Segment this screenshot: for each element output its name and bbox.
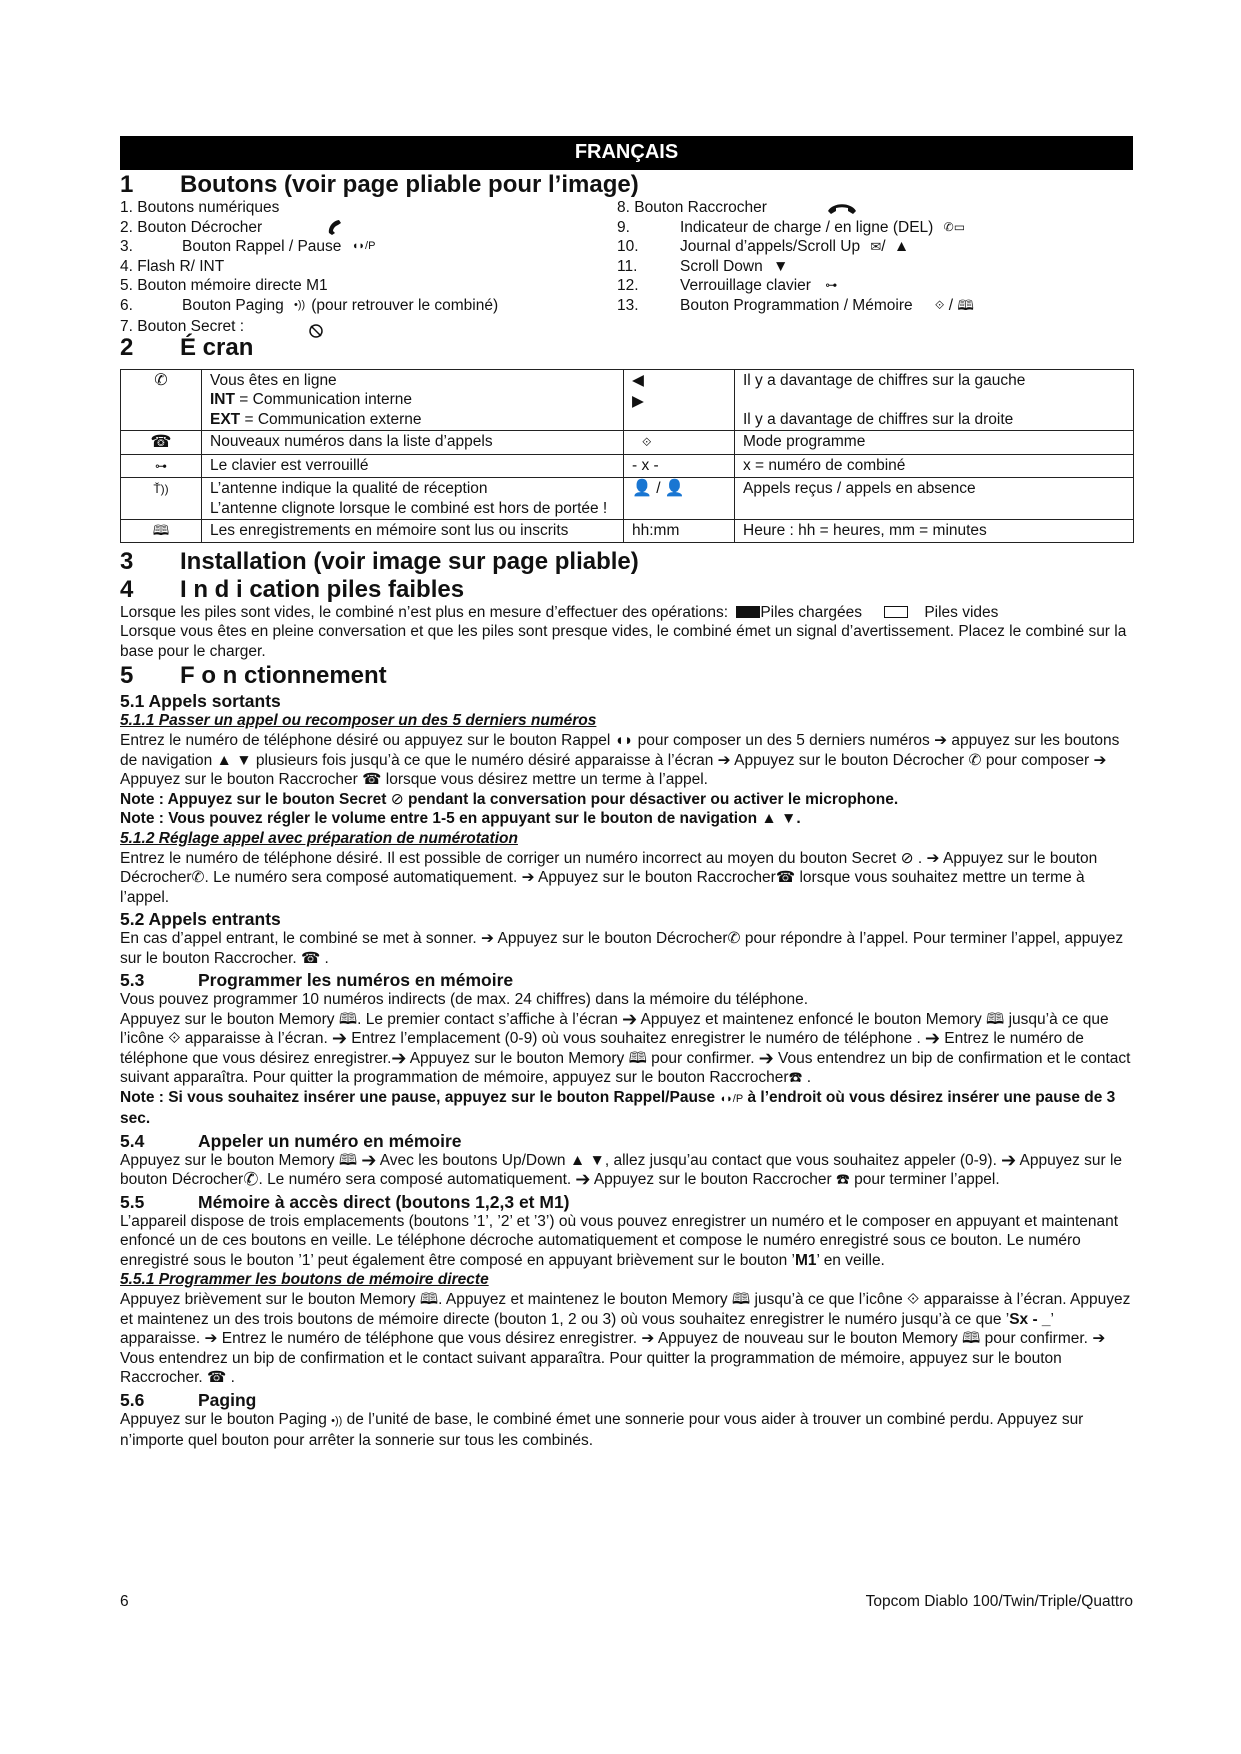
paragraph: Vous pouvez programmer 10 numéros indirects (de max. 24 chiffres) dans la mémoire du téléphone. xyxy=(120,991,809,1008)
arrow-icon: ➔ xyxy=(1092,1330,1106,1347)
paragraph: Appuyez sur le bouton Memory 🕮 ➔ Avec les boutons Up/Down ▲ ▼, allez jusqu’au contact que vous souhaitez appeler (0-9). ➔ Appuyez sur le bouton Décrocher✆. Le numéro sera composé automatiquement. ➔ Appuyez sur le bouton Raccrocher ☎ pour terminer l’appel. xyxy=(120,1151,1123,1188)
program-icon: ⟐ xyxy=(907,1291,920,1308)
list-item: 7. Bouton Secret : xyxy=(120,315,617,335)
call-list-icon: ☎ xyxy=(150,432,172,451)
phone-pickup-icon: ✆ xyxy=(968,751,982,769)
arrow-icon: ➔ xyxy=(622,1010,638,1028)
memory-book-icon: 🕮 xyxy=(338,1010,358,1028)
arrow-icon: ➔ xyxy=(332,1030,347,1047)
list-item: 1. Boutons numériques xyxy=(120,199,280,216)
battery-empty-icon xyxy=(884,606,908,618)
arrow-icon: ➔ xyxy=(521,869,535,886)
list-item: 11. Scroll Down ▼ xyxy=(617,257,789,275)
list-item: 13. Bouton Programmation / Mémoire ⟐ / 🕮 xyxy=(617,296,974,314)
list-item: 10. Journal d’appels/Scroll Up ✉/ ▲ xyxy=(617,238,910,256)
page-number: 6 xyxy=(120,1593,129,1610)
phone-online-icon: ✆ xyxy=(154,371,168,389)
list-item: 12. Verrouillage clavier ⊶ xyxy=(617,277,838,294)
memory-book-icon: 🕮 xyxy=(628,1049,647,1067)
down-icon: ▼ xyxy=(781,810,797,827)
memory-book-icon: 🕮 xyxy=(986,1010,1005,1028)
paragraph: Entrez le numéro de téléphone désiré. Il est possible de corriger un numéro incorrect au moyen du bouton Secret ⊘ . ➔ Appuyez sur le bouton Décrocher✆. Le numéro sera composé automatiquement. ➔ Appuyez sur le bouton Raccrocher☎ lorsque vous souhaitez mettre un terme à l’appel. xyxy=(120,849,1098,906)
section-3-heading: 3 Installation (voir image sur page pliable) xyxy=(120,547,639,575)
list-item: 2. Bouton Décrocher xyxy=(120,218,617,238)
up-icon: ▲ xyxy=(216,751,232,769)
mute-icon: ⊘ xyxy=(390,790,404,808)
memory-book-icon: 🕮 xyxy=(957,296,974,313)
arrow-icon: ➔ xyxy=(925,1030,940,1047)
scroll-up-icon: ▲ xyxy=(893,238,910,256)
phone-pickup-icon xyxy=(326,218,344,236)
subsection-heading: 5.4 Appeler un numéro en mémoire xyxy=(120,1130,462,1151)
up-icon: ▲ xyxy=(569,1151,586,1169)
language-banner: FRANÇAIS xyxy=(120,136,1133,170)
arrow-icon: ➔ xyxy=(204,1330,218,1347)
arrow-icon: ➔ xyxy=(1093,751,1107,769)
up-icon: ▲ xyxy=(761,810,777,827)
arrow-icon: ➔ xyxy=(934,732,948,749)
list-item: 3. Bouton Rappel / Pause ◖◗/P xyxy=(120,238,376,255)
phone-pickup-icon: ✆ xyxy=(727,930,741,947)
paragraph: Appuyez sur le bouton Paging •)) de l’unité de base, le combiné émet une sonnerie pour vous aider à trouver un combiné perdu. Appuyez sur n’importe quel bouton pour arrêter la sonnerie sur tous les combinés. xyxy=(120,1410,1084,1449)
arrow-icon: ➔ xyxy=(758,1049,774,1067)
note: Note : Appuyez sur le bouton Secret ⊘ pendant la conversation pour désactiver ou activer le microphone. xyxy=(120,790,899,808)
hang-up-icon: ☎ xyxy=(835,1171,850,1188)
list-item: 6. Bouton Paging •)) (pour retrouver le combiné) xyxy=(120,296,499,314)
program-mode-icon: ⟐ xyxy=(642,435,652,449)
section-5-heading: 5 F o n ctionnement xyxy=(120,662,387,689)
list-item: 9. Indicateur de charge / en ligne (DEL) ✆▭ xyxy=(617,218,966,236)
screen-icons-table: ✆ Vous êtes en ligne INT = Communication interne EXT = Communication externe ◀ ▶ Il y a davantage de chiffres sur la gauche Il y a davantage de chiffres sur la droite ☎ Nouveaux numéros dans la liste d’appels ⟐ Mode programme ⊶ Le clavier est verrouillé - x - x = numéro de combiné Ť)) L’antenne indique la qualité de réception L’antenne clignote lorsque le combiné est hors de portée ! 👤 / 👤 Appels reçus / appels en absence 🕮 Les enregistrements en mémoire sont lus ou inscrits hh:mm Heure : hh = heures, mm = minutes xyxy=(120,369,1134,543)
paging-icon: •)) xyxy=(294,298,306,311)
arrow-icon: ➔ xyxy=(1001,1151,1017,1169)
battery-full-icon xyxy=(736,606,760,618)
subsection-heading: 5.2 Appels entrants xyxy=(120,909,281,929)
section-4-heading: 4 I n d i cation piles faibles xyxy=(120,575,465,603)
section-2-heading: 2 É cran xyxy=(120,333,254,361)
paragraph: L’appareil dispose de trois emplacements (boutons ’1’, ’2’ et ’3’) où vous pouvez enregistrer un numéro et le composer en appuyant et maintenant enfoncé un de ces boutons en veille. Le téléphone décroche automatiquement et compose le numéro enregistré sous ce bouton. Le numéro enregistré sous le bouton ’1’ peut également être composé en appuyant brièvement sur le bouton ’M1’ en veille. xyxy=(120,1212,1119,1269)
memory-book-icon: 🕮 xyxy=(152,522,170,538)
hang-up-icon: ☎ xyxy=(788,1069,803,1086)
mute-icon xyxy=(308,323,324,339)
list-item: 5. Bouton mémoire directe M1 xyxy=(120,277,328,294)
section-1-heading: 1 Boutons (voir page pliable pour l’image) xyxy=(120,171,639,198)
note: Note : Si vous souhaitez insérer une pause, appuyez sur le bouton Rappel/Pause ◖◗/P à l’endroit où vous désirez insérer une pause de 3 sec. xyxy=(120,1088,1116,1127)
arrow-icon: ➔ xyxy=(361,1151,377,1169)
phone-pickup-icon: ✆ xyxy=(191,869,205,886)
page-footer xyxy=(120,1592,1133,1612)
page-content xyxy=(120,136,1133,1451)
paragraph: Appuyez sur le bouton Memory 🕮. Le premier contact s’affiche à l’écran ➔ Appuyez et maintenez enfoncé le bouton Memory 🕮 jusqu’à ce que l’icône ⟐ apparaisse à l’écran. ➔ Entrez l’emplacement (0-9) où vous souhaitez enregistrer le numéro de téléphone . ➔ Entrez le numéro de téléphone que vous désirez enregistrer.➔ Appuyez sur le bouton Memory 🕮 pour confirmer. ➔ Vous entendrez un bip de confirmation et le contact suivant apparaîtra. Pour quitter la programmation de mémoire, appuyez sur le bouton Raccrocher☎ . xyxy=(120,1010,1131,1086)
phone-pickup-icon: ✆ xyxy=(243,1171,259,1188)
arrow-icon: ➔ xyxy=(391,1049,407,1067)
calls-received-icon: 👤 xyxy=(632,480,652,497)
paragraph: En cas d’appel entrant, le combiné se met à sonner. ➔ Appuyez sur le bouton Décrocher✆ pour répondre à l’appel. Pour terminer l’appel, appuyez sur le bouton Raccrocher. ☎ . xyxy=(120,930,1124,967)
subsection-heading: 5.5 Mémoire à accès direct (boutons 1,2,3 et M1) xyxy=(120,1191,570,1212)
memory-book-icon: 🕮 xyxy=(731,1291,751,1308)
arrow-right-icon: ▶ xyxy=(632,393,644,410)
hang-up-icon: ☎ xyxy=(775,869,796,886)
hang-up-icon xyxy=(827,201,857,215)
arrow-icon: ➔ xyxy=(641,1330,655,1347)
subsection-heading: 5.1.1 Passer un appel ou recomposer un des 5 derniers numéros xyxy=(120,712,597,729)
arrow-left-icon: ◀ xyxy=(632,371,644,389)
program-icon: ⟐ xyxy=(934,297,945,312)
product-model: Topcom Diablo 100/Twin/Triple/Quattro xyxy=(865,1593,1133,1610)
list-item: 8. Bouton Raccrocher xyxy=(617,198,1133,218)
missed-calls-icon: 👤 xyxy=(664,480,685,497)
memory-book-icon: 🕮 xyxy=(338,1151,358,1169)
list-item: 4. Flash R/ INT xyxy=(120,257,225,275)
arrow-icon: ➔ xyxy=(926,849,940,867)
memory-book-icon: 🕮 xyxy=(962,1330,981,1347)
antenna-icon: Ť)) xyxy=(153,482,169,496)
arrow-icon: ➔ xyxy=(481,930,495,947)
hang-up-icon: ☎ xyxy=(207,1369,227,1386)
redial-pause-icon: ◖◗/P xyxy=(719,1092,744,1105)
down-icon: ▼ xyxy=(236,751,252,769)
hang-up-icon: ☎ xyxy=(362,771,382,788)
scroll-down-icon: ▼ xyxy=(773,257,789,275)
paragraph: Entrez le numéro de téléphone désiré ou appuyez sur le bouton Rappel ◖◗ pour composer un des 5 derniers numéros ➔ appuyez sur les boutons de navigation ▲ ▼ plusieurs fois jusqu’à ce que le numéro désiré apparaisse à l’écran ➔ Appuyez sur le bouton Décrocher ✆ pour composer ➔ Appuyez sur le bouton Raccrocher ☎ lorsque vous désirez mettre un terme à l’appel. xyxy=(120,732,1120,788)
paragraph: Appuyez brièvement sur le bouton Memory 🕮. Appuyez et maintenez le bouton Memory 🕮 jusqu’à ce que l’icône ⟐ apparaisse à l’écran. Appuyez et maintenez un des trois boutons de mémoire directe (bouton 1, 2 ou 3) où vous souhaitez enregistrer le numéro jusqu’à ce que ’Sx - _’ apparaisse. ➔ Entrez le numéro de téléphone que vous désirez enregistrer. ➔ Appuyez de nouveau sur le bouton Memory 🕮 pour confirmer. ➔ Vous entendrez un bip de confirmation et le contact suivant apparaîtra. Pour quitter la programmation de mémoire, appuyez sur le bouton Raccrocher. ☎ . xyxy=(120,1291,1131,1386)
memory-book-icon: 🕮 xyxy=(419,1291,439,1308)
subsection-heading: 5.6 Paging xyxy=(120,1389,257,1410)
down-icon: ▼ xyxy=(589,1151,605,1169)
paging-icon: •)) xyxy=(331,1414,343,1427)
subsection-heading: 5.1 Appels sortants xyxy=(120,691,281,711)
charge-line-icon: ✆▭ xyxy=(943,219,966,234)
lock-key-icon: ⊶ xyxy=(155,458,167,473)
redial-pause-icon: ◖◗/P xyxy=(351,240,376,253)
subsection-heading: 5.3 Programmer les numéros en mémoire xyxy=(120,970,514,990)
paragraph: Lorsque les piles sont vides, le combiné n’est plus en mesure d’effectuer des opérations: Piles chargées Piles vides xyxy=(120,603,999,621)
redial-icon: ◖◗ xyxy=(614,732,634,749)
key-lock-icon: ⊶ xyxy=(825,278,838,293)
buttons-list xyxy=(120,198,1133,335)
hang-up-icon: ☎ xyxy=(300,949,321,967)
mail-icon: ✉ xyxy=(870,239,882,255)
subsection-heading: 5.5.1 Programmer les boutons de mémoire directe xyxy=(120,1271,489,1288)
paragraph: Lorsque vous êtes en pleine conversation et que les piles sont presque vides, le combiné émet un signal d’avertissement. Placez le combiné sur la base pour le charger. xyxy=(120,623,1127,660)
subsection-heading: 5.1.2 Réglage appel avec préparation de numérotation xyxy=(120,829,518,847)
arrow-icon: ➔ xyxy=(575,1171,591,1188)
mute-icon: ⊘ xyxy=(900,849,914,867)
note: Note : Vous pouvez régler le volume entre 1-5 en appuyant sur le bouton de navigation ▲ ▼. xyxy=(120,810,801,827)
arrow-icon: ➔ xyxy=(717,751,731,769)
program-icon: ⟐ xyxy=(168,1030,181,1047)
